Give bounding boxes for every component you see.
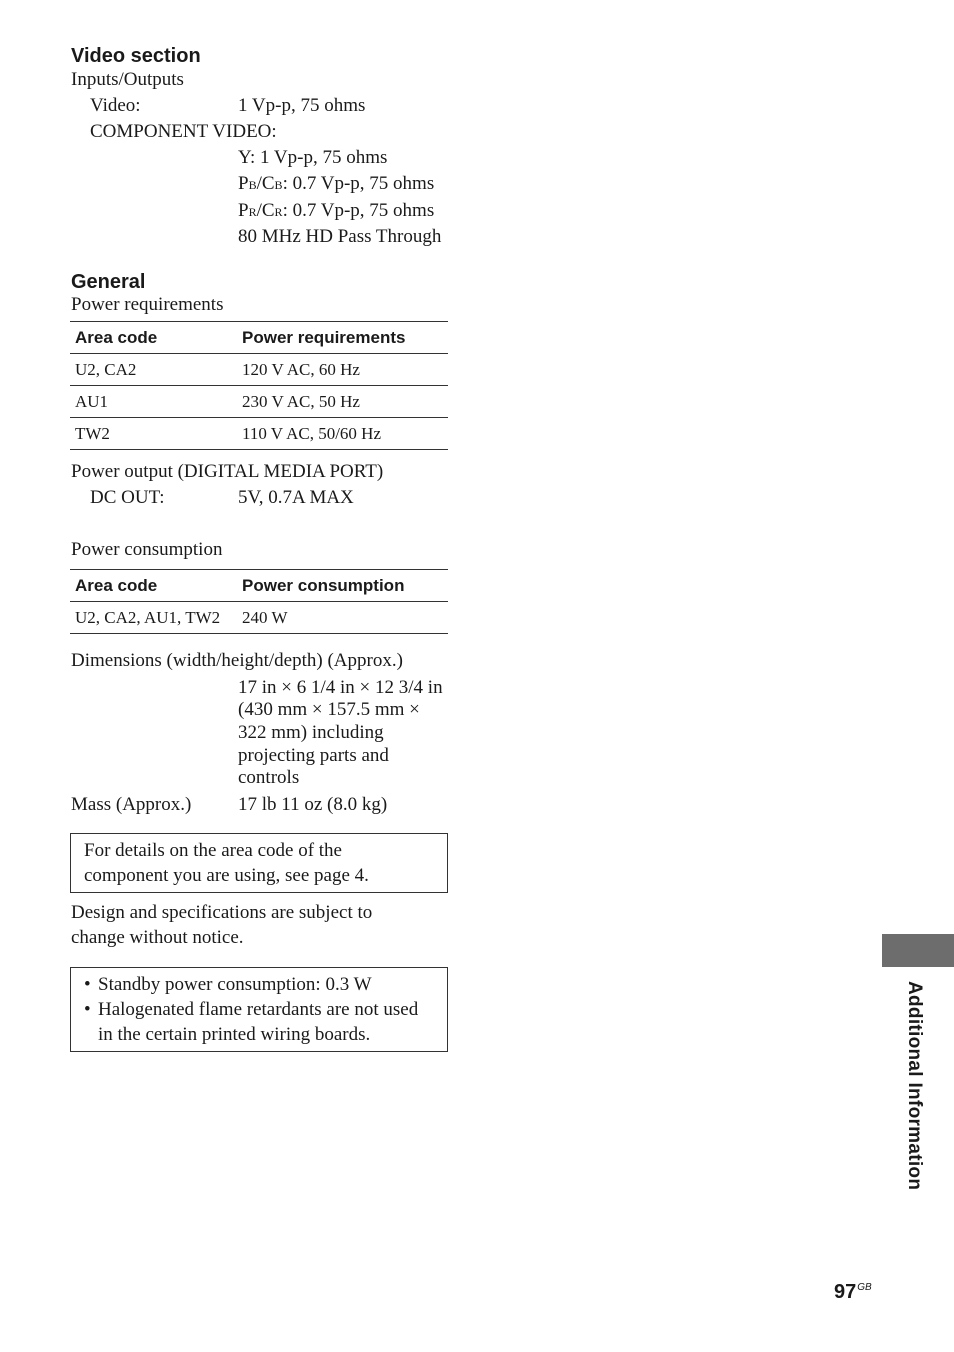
pb-value-text: : 0.7 Vp-p, 75 ohms xyxy=(282,173,435,194)
list-item-text: Standby power consumption: 0.3 W xyxy=(98,974,372,995)
list-item xyxy=(84,972,447,997)
table-row xyxy=(70,354,448,386)
table-cell: 110 V AC, 50/60 Hz xyxy=(242,423,382,443)
table-row xyxy=(70,386,448,418)
page-number xyxy=(834,1281,872,1304)
pb-main-2: /C xyxy=(256,173,275,194)
area-code-note-box xyxy=(70,833,448,893)
dc-out-label: DC OUT: xyxy=(90,487,165,508)
dimensions-line: (430 mm × 157.5 mm × xyxy=(238,699,420,720)
power-requirements-table xyxy=(70,321,448,450)
pb-sub-1: B xyxy=(248,178,257,192)
general-heading: General xyxy=(71,271,146,293)
note-line: For details on the area code of the xyxy=(84,840,342,861)
table-row xyxy=(70,602,448,634)
note-line: component you are using, see page 4. xyxy=(84,865,369,886)
design-notice xyxy=(71,900,372,950)
pr-sub-1: R xyxy=(248,205,257,219)
standby-info-box xyxy=(70,967,448,1052)
design-notice-line: Design and specifications are subject to xyxy=(71,902,373,923)
column-header: Area code xyxy=(75,327,158,347)
page-number-value: 97 xyxy=(834,1281,857,1303)
hd-pass-through: 80 MHz HD Pass Through xyxy=(238,226,442,247)
list-item-text: Halogenated flame retardants are not used xyxy=(98,999,419,1020)
pr-value-text: : 0.7 Vp-p, 75 ohms xyxy=(282,200,435,221)
section-side-label: Additional Information xyxy=(904,981,925,1191)
table-row xyxy=(70,418,448,450)
table-cell: 120 V AC, 60 Hz xyxy=(242,359,360,379)
inputs-outputs-label: Inputs/Outputs xyxy=(71,69,184,90)
video-label: Video: xyxy=(90,95,141,116)
video-section-heading: Video section xyxy=(71,45,201,67)
video-value: 1 Vp-p, 75 ohms xyxy=(238,95,366,116)
dimensions-label: Dimensions (width/height/depth) (Approx.) xyxy=(71,650,403,671)
table-header-row xyxy=(70,322,448,354)
list-item xyxy=(84,997,447,1047)
bullet-icon: • xyxy=(84,999,91,1020)
bullet-list xyxy=(84,972,447,1047)
table-cell: U2, CA2 xyxy=(75,359,137,379)
section-tab-marker xyxy=(882,934,954,967)
pr-main-2: /C xyxy=(256,200,275,221)
dimensions-line: 17 in × 6 1/4 in × 12 3/4 in xyxy=(238,677,443,698)
power-requirements-label: Power requirements xyxy=(71,294,224,315)
table-cell: 240 W xyxy=(242,607,288,627)
mass-label: Mass (Approx.) xyxy=(71,794,192,815)
power-consumption-label: Power consumption xyxy=(71,539,223,560)
bullet-icon: • xyxy=(84,974,91,995)
pb-sub-2: B xyxy=(274,178,283,192)
power-consumption-table xyxy=(70,569,448,634)
column-header: Area code xyxy=(75,575,158,595)
dimensions-line: 322 mm) including xyxy=(238,722,384,743)
dimensions-line: projecting parts and xyxy=(238,745,389,766)
component-pb-value xyxy=(238,173,434,196)
table-cell: TW2 xyxy=(75,423,110,443)
list-item-text: in the certain printed wiring boards. xyxy=(98,1024,371,1045)
mass-value: 17 lb 11 oz (8.0 kg) xyxy=(238,794,388,815)
page-number-suffix: GB xyxy=(857,1282,872,1293)
pr-sub-2: R xyxy=(274,205,283,219)
column-header: Power consumption xyxy=(242,575,405,595)
table-cell: 230 V AC, 50 Hz xyxy=(242,391,360,411)
table-cell: U2, CA2, AU1, TW2 xyxy=(75,607,221,627)
table-cell: AU1 xyxy=(75,391,109,411)
component-video-label: COMPONENT VIDEO: xyxy=(90,121,277,142)
column-header: Power requirements xyxy=(242,327,406,347)
pr-main-1: P xyxy=(238,200,249,221)
component-y-value: Y: 1 Vp-p, 75 ohms xyxy=(238,147,388,168)
design-notice-line: change without notice. xyxy=(71,927,244,948)
pb-main-1: P xyxy=(238,173,249,194)
dc-out-value: 5V, 0.7A MAX xyxy=(238,487,354,508)
power-output-label: Power output (DIGITAL MEDIA PORT) xyxy=(71,461,384,482)
component-pr-value xyxy=(238,200,434,223)
dimensions-line: controls xyxy=(238,767,300,788)
table-header-row xyxy=(70,570,448,602)
